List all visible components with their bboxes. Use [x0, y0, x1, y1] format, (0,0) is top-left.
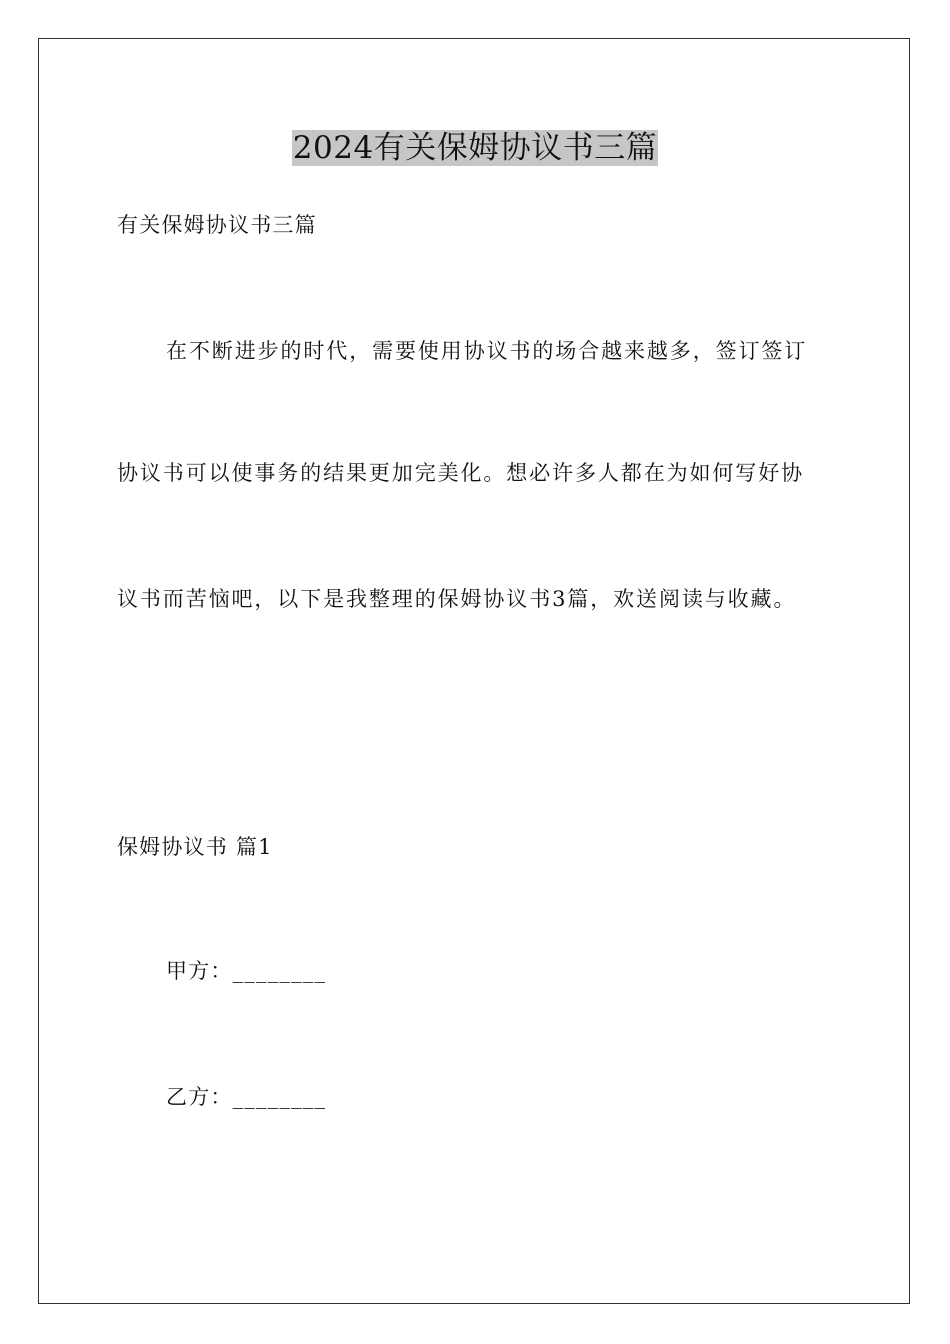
- party-a-field: 甲方：________: [166, 959, 327, 983]
- party-b-field: 乙方：________: [166, 1085, 327, 1109]
- document-title: [0, 128, 950, 168]
- section-heading: 保姆协议书 篇1: [117, 835, 273, 859]
- document-subtitle: 有关保姆协议书三篇: [117, 213, 317, 237]
- intro-paragraph-line-2: 协议书可以使事务的结果更加完美化。想必许多人都在为如何写好协: [117, 461, 804, 485]
- intro-paragraph-line-1: 在不断进步的时代，需要使用协议书的场合越来越多，签订签订: [166, 339, 808, 363]
- intro-paragraph-line-3: 议书而苦恼吧，以下是我整理的保姆协议书3篇，欢送阅读与收藏。: [117, 587, 797, 611]
- document-title-text: 2024有关保姆协议书三篇: [292, 130, 658, 166]
